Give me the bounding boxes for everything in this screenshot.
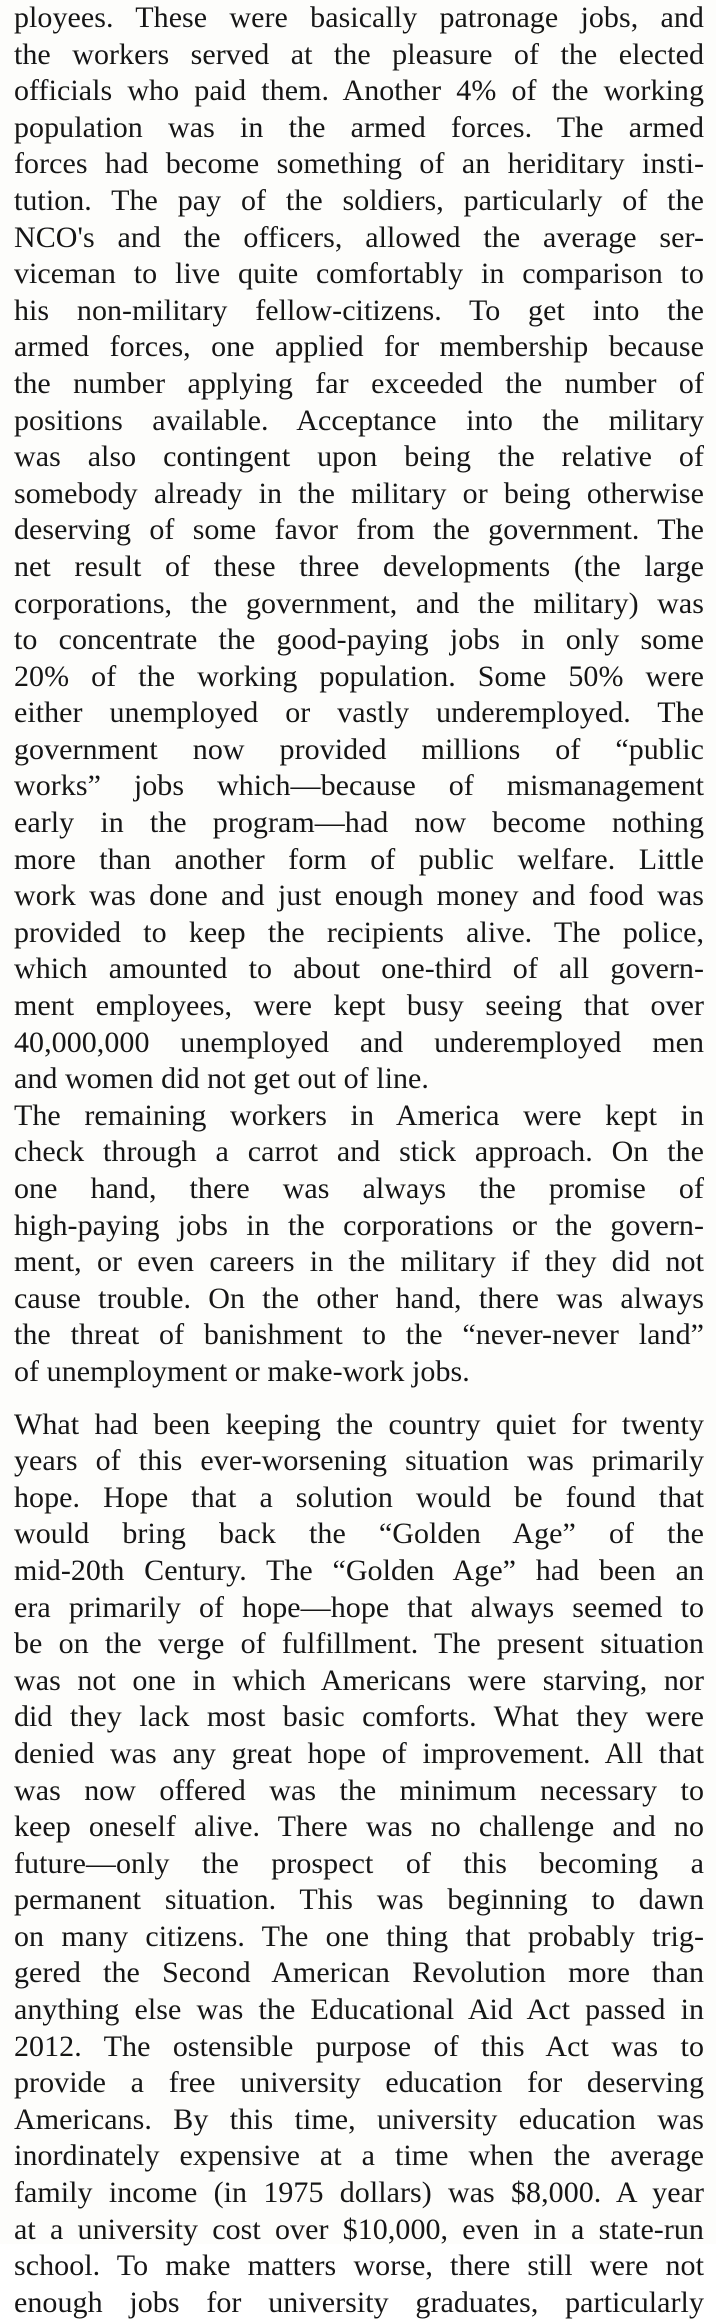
text-line: denied was any great hope of improvement. All that xyxy=(14,1736,704,1770)
text-line: corporations, the government, and the military) was xyxy=(14,586,704,620)
text-line: The remaining workers in America were kept in xyxy=(14,1098,704,1132)
text-line: ployees. These were basically patronage jobs, and xyxy=(14,1,704,34)
text-line: the workers served at the pleasure of the elected xyxy=(14,37,704,71)
paragraph-3 xyxy=(14,1407,704,2321)
text-line: on many citizens. The one thing that probably trig- xyxy=(14,1919,704,1953)
text-line: inordinately expensive at a time when the average xyxy=(14,2139,704,2173)
text-line: net result of these three developments (the large xyxy=(14,549,704,583)
text-line: enough jobs for university graduates, particularly xyxy=(14,2285,704,2319)
text-line: officials who paid them. Another 4% of the working xyxy=(14,74,704,108)
text-line: at a university cost over $10,000, even in a state-run xyxy=(14,2212,704,2246)
paragraph-1 xyxy=(14,0,704,1098)
text-line: keep oneself alive. There was no challenge and no xyxy=(14,1810,704,1844)
text-line: positions available. Acceptance into the military xyxy=(14,403,704,437)
paragraph-2 xyxy=(14,1098,704,1391)
text-line: forces had become something of an heriditary insti- xyxy=(14,147,704,181)
text-line: work was done and just enough money and food was xyxy=(14,879,704,913)
text-line: was also contingent upon being the relative of xyxy=(14,440,704,474)
text-line: to concentrate the good-paying jobs in only some xyxy=(14,623,704,657)
text-line: did they lack most basic comforts. What they were xyxy=(14,1700,704,1734)
text-line: one hand, there was always the promise of xyxy=(14,1172,704,1205)
text-line: hope. Hope that a solution would be found that xyxy=(14,1480,704,1514)
text-line: gered the Second American Revolution more than xyxy=(14,1956,704,1990)
text-line: 20% of the working population. Some 50% were xyxy=(14,659,704,693)
text-line: anything else was the Educational Aid Act passed in xyxy=(14,1993,704,2027)
text-line: tution. The pay of the soldiers, particularly of the xyxy=(14,183,704,217)
text-line: permanent situation. This was beginning to dawn xyxy=(14,1883,704,1917)
text-line: viceman to live quite comfortably in comparison to xyxy=(14,257,704,291)
text-line: which amounted to about one-third of all govern- xyxy=(14,952,704,986)
text-line: mid-20th Century. The “Golden Age” had been an xyxy=(14,1553,704,1587)
text-line: was not one in which Americans were starving, nor xyxy=(14,1663,704,1697)
text-line: ment employees, were kept busy seeing that over xyxy=(14,989,704,1023)
text-column xyxy=(14,0,704,2321)
paragraph-spacer xyxy=(14,1391,704,1407)
text-line: was now offered was the minimum necessary to xyxy=(14,1773,704,1807)
text-line: provided to keep the recipients alive. The police, xyxy=(14,915,704,949)
text-line: the number applying far exceeded the number of xyxy=(14,366,704,400)
text-line: high-paying jobs in the corporations or the govern- xyxy=(14,1208,704,1242)
text-line: ment, or even careers in the military if they did not xyxy=(14,1245,704,1279)
text-line: era primarily of hope—hope that always seemed to xyxy=(14,1590,704,1624)
text-line: check through a carrot and stick approach. On the xyxy=(14,1135,704,1169)
text-line: be on the verge of fulfillment. The present situation xyxy=(14,1627,704,1661)
text-line: cause trouble. On the other hand, there was always xyxy=(14,1281,704,1315)
text-line: deserving of some favor from the government. The xyxy=(14,513,704,547)
text-line: would bring back the “Golden Age” of the xyxy=(14,1517,704,1551)
text-line: more than another form of public welfare. Little xyxy=(14,842,704,876)
text-line: and women did not get out of line. xyxy=(14,1062,429,1096)
text-line: of unemployment or make-work jobs. xyxy=(14,1354,470,1388)
text-line: somebody already in the military or being otherwise xyxy=(14,476,704,510)
text-line: 40,000,000 unemployed and underemployed men xyxy=(14,1025,704,1059)
text-line: works” jobs which—because of mismanagement xyxy=(14,769,704,803)
text-line: NCO's and the officers, allowed the average ser- xyxy=(14,220,704,254)
text-line: school. To make matters worse, there still were not xyxy=(14,2249,704,2283)
text-line: provide a free university education for deserving xyxy=(14,2066,704,2100)
text-line: his non-military fellow-citizens. To get into the xyxy=(14,293,704,327)
text-line: family income (in 1975 dollars) was $8,000. A year xyxy=(14,2176,704,2210)
text-line: years of this ever-worsening situation was primarily xyxy=(14,1444,704,1478)
text-line: either unemployed or vastly underemployed. The xyxy=(14,696,704,730)
text-line: early in the program—had now become nothing xyxy=(14,806,704,840)
text-line: government now provided millions of “public xyxy=(14,732,704,766)
text-line: future—only the prospect of this becoming a xyxy=(14,1846,704,1880)
text-line: 2012. The ostensible purpose of this Act was to xyxy=(14,2029,704,2063)
text-line: Americans. By this time, university education was xyxy=(14,2102,704,2136)
text-line: population was in the armed forces. The armed xyxy=(14,110,704,144)
text-line: the threat of banishment to the “never-never land” xyxy=(14,1318,704,1352)
text-line: armed forces, one applied for membership because xyxy=(14,330,704,364)
text-line: What had been keeping the country quiet for twenty xyxy=(14,1407,704,1441)
